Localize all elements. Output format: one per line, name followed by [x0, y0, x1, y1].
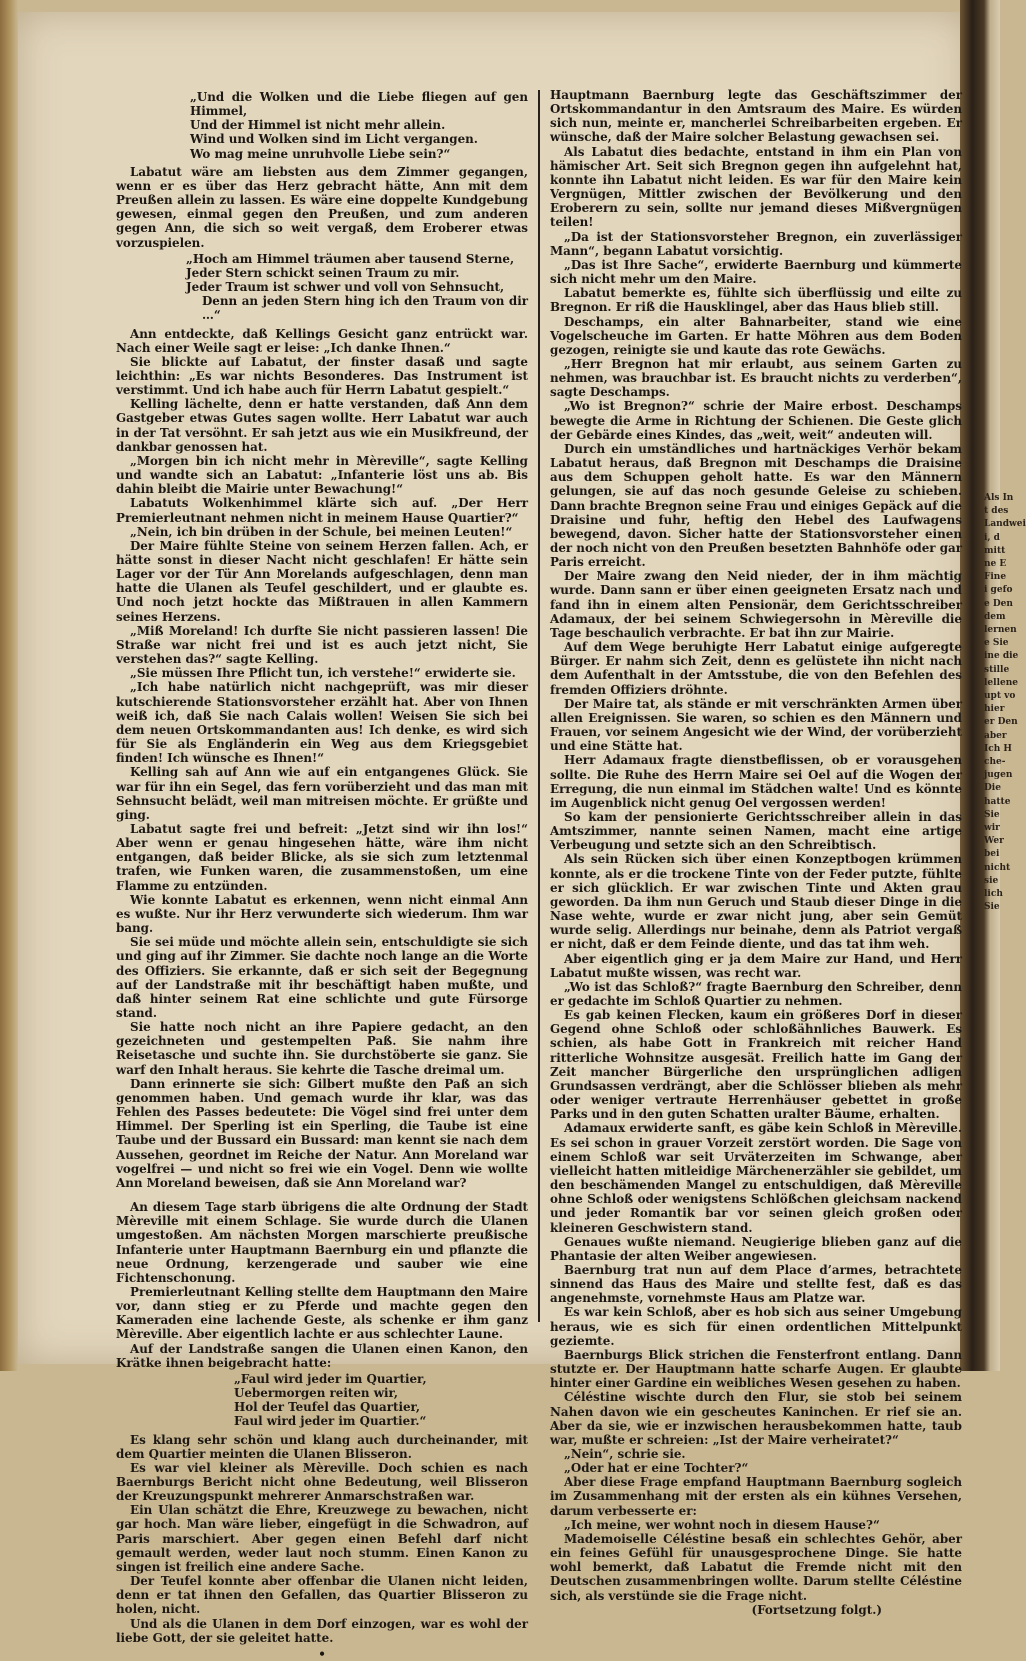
paragraph: Als Labatut dies bedachte, entstand in ihm ein Plan von hämischer Art. Seit sich Bregnon gegen ihn aufgelehnt hat, konnte ihn Labatut nicht leiden. Es war für den Maire kein Vergnügen, Mittler zwischen der Bevölkerung und den Eroberern zu sein, sollte nur jemand dieses Mißvergnügen teilen! [550, 144, 962, 230]
verse-line: Uebermorgen reiten wir, [234, 1386, 399, 1401]
spine-fragment: stille [984, 664, 1010, 675]
paragraph: „Miß Moreland! Ich durfte Sie nicht passieren lassen! Die Straße war nicht frei und ist es auch jetzt nicht, Sie verstehen das?“ sagte Kelling. [116, 623, 528, 667]
paragraph: So kam der pensionierte Gerichtsschreiber allein in das Amtszimmer, nannte seinen Namen, macht eine artige Verbeugung und setzte sich an den Schreibtisch. [550, 809, 962, 853]
paragraph: Es war kein Schloß, aber es hob sich aus seiner Umgebung heraus, wie es sich für einen ordentlichen Mittelpunkt geziemte. [550, 1305, 962, 1348]
paragraph: Es war viel kleiner als Mèreville. Doch schien es nach Baernburgs Bericht nicht ohne Bedeutung, weil Blisseron der Kreuzungspunkt mehrerer Anmarschstraßen war. [116, 1460, 528, 1504]
paragraph: Aber eigentlich ging er ja dem Maire zur Hand, und Herr Labatut mußte wissen, was recht war. [550, 951, 962, 980]
spine-fragment: ne E [984, 559, 1007, 570]
paragraph: Labatut sagte frei und befreit: „Jetzt sind wir ihn los!“ Aber wenn er genau hingesehen hätte, wäre ihm nicht entgangen, daß beider Blicke, als sie sich zum letztenmal trafen, wie Funken waren, die zusammenstoßen, um eine Flamme zu entzünden. [116, 821, 528, 893]
paragraph: Durch ein umständliches und hartnäckiges Verhör bekam Labatut heraus, daß Bregnon mit Deschamps die Draisine aus dem Schuppen geholt hatte. Es war den Männern gelungen, sie auf das noch gesunde Geleise zu schieben. Dann brachte Bregnon seine Frau und einiges Gepäck auf die Draisine und fuhr, heftig den Hebel des Laufwagens bewegend, davon. Sicher hatte der Stationsvorsteher einen der noch nicht von den Preußen besetzten Bahnhöfe oder gar Paris erreicht. [550, 441, 962, 570]
spine-fragment: Sie [984, 902, 1000, 913]
verse-line: Faul wird jeder im Quartier.“ [234, 1414, 427, 1429]
paragraph: Mademoiselle Céléstine besaß ein schlechtes Gehör, aber ein feines Gefühl für unausgesprochene Dinge. Sie hatte wohl bemerkt, daß Labatut die Fremde nicht mit den Deutschen zusammenbringen wollte. Darum stellte Céléstine sich, als verstünde sie die Frage nicht. [550, 1531, 962, 1603]
paragraph: Sie sei müde und möchte allein sein, entschuldigte sie sich und ging auf ihr Zimmer. Sie dachte noch lange an die Worte des Offiziers. Sie erkannte, daß er sich seit der Begegnung auf der Landstraße mit ihr beschäftigt haben mußte, und daß hinter seinem Rat eine schlichte und gute Fürsorge stand. [116, 935, 528, 1020]
paragraph: „Herr Bregnon hat mir erlaubt, aus seinem Garten zu nehmen, was brauchbar ist. Es braucht nichts zu verderben“, sagte Deschamps. [550, 356, 962, 400]
paragraph: Aber diese Frage empfand Hauptmann Baernburg sogleich im Zusammenhang mit der ersten als ein kühnes Versehen, darum verbesserte er: [550, 1475, 962, 1518]
paragraph: „Wo ist Bregnon?“ schrie der Maire erbost. Deschamps bewegte die Arme in Richtung der Schienen. Die Geste glich der Gebärde eines Kindes, das „weit, weit“ andeuten will. [550, 399, 962, 442]
paragraph: Deschamps, ein alter Bahnarbeiter, stand wie eine Vogelscheuche im Garten. Er hatte Möhren aus dem Boden gezogen, reinigte sie und kaute das rote Gewächs. [550, 314, 962, 357]
spine-fragment: dem [984, 611, 1006, 622]
spine-fragment: Die [984, 783, 1001, 794]
column-rule [538, 90, 540, 1322]
spine-fragment: Als In [984, 493, 1014, 503]
spine-fragment: Fine [984, 572, 1007, 583]
verse-line: „Faul wird jeder im Quartier, [234, 1371, 427, 1386]
paragraph: „Ich meine, wer wohnt noch in diesem Hause?“ [564, 1517, 880, 1532]
adjacent-page-fragments [984, 492, 1026, 915]
paragraph: Ann entdeckte, daß Kellings Gesicht ganz entrückt war. Nach einer Weile sagt er leise: „Ich danke Ihnen.“ [116, 326, 528, 355]
paragraph: „Nein“, schrie sie. [564, 1447, 686, 1461]
paragraph: Kelling sah auf Ann wie auf ein entgangenes Glück. Sie war für ihn ein Segel, das fern vorüberzieht und das man mit Sehnsucht belädt, weil man mitreisen möchte. Er grüßte und ging. [116, 765, 528, 822]
paragraph: Auf der Landstraße sangen die Ulanen einen Kanon, den Krätke ihnen beigebracht hatte: [116, 1341, 528, 1370]
paragraph: Ein Ulan schätzt die Ehre, Kreuzwege zu bewachen, nicht gar hoch. Man wäre lieber, eingefügt in die Schwadron, auf Paris marschiert. Aber gegen einen Befehl darf nicht gemault werden, weder laut noch stumm. Einen Kanon zu singen ist freilich eine andere Sache. [116, 1503, 528, 1574]
paragraph: „Da ist der Stationsvorsteher Bregnon, ein zuverlässiger Mann“, begann Labatut vorsichtig. [550, 229, 962, 258]
left-column [116, 88, 528, 1661]
paragraph: Céléstine wischte durch den Flur, sie stob bei seinem Nahen davon wie ein gescheutes Kaninchen. Er rief sie an. Aber da sie, wie er inzwischen herausbekommen hatte, taub war, mußte er schreien: „Ist der Maire verheiratet?“ [550, 1390, 962, 1447]
spine-fragment: i, d [984, 532, 1000, 543]
paragraph: „Ich habe natürlich nicht nachgeprüft, was mir dieser kutschierende Stationsvorsteher erzählt hat. Aber von Ihnen weiß ich, daß Sie nach Calais wollen! Weisen Sie sich bei dem neuen Ortskommandanten aus! Ich denke, es wird sich für Sie als Engländerin ein Weg aus dem Kriegsgebiet finden! Ich wünsche es Ihnen!“ [116, 680, 528, 766]
paragraph: Als sein Rücken sich über einen Konzeptbogen krümmen konnte, als er die trockene Tinte von der Feder putzte, fühlte er sich glücklich. Er war zwischen Tinte und Akten grau geworden. Da ihm nun Geruch und Staub dieser Dinge in die Nase wehte, wurde er zwar nicht jung, aber sein Gemüt wurde selig. Allerdings nur beinahe, denn als Patriot vergaß er nicht, daß er dem Feinde diente, und das tat ihm weh. [550, 852, 962, 952]
paragraph: Premierleutnant Kelling stellte dem Hauptmann den Maire vor, dann stieg er zu Pferde und machte gegen den Kameraden eine lachende Geste, als schenke er ihm ganz Mèreville. Aber eigentlich lachte er aus schlechter Laune. [116, 1284, 528, 1342]
paragraph: Herr Adamaux fragte dienstbeflissen, ob er vorausgehen sollte. Die Ruhe des Herrn Maire sei Oel auf die Wogen der Erregung, die nun einmal im Städchen walte! Und es könnte im Augenblick nicht genug Oel vergossen werden! [550, 753, 962, 810]
paragraph: Der Teufel konnte aber offenbar die Ulanen nicht leiden, denn er tat ihnen den Gefallen, das Quartier Blisseron zu holen, nicht. [116, 1574, 528, 1617]
paragraph: Der Maire tat, als stände er mit verschränkten Armen über allen Ereignissen. Sie waren, so schien es den Männern und Frauen, vor seinem Angesicht wie der Wind, der vorüberzieht und eine Stätte hat. [550, 696, 962, 754]
verse-line: Und der Himmel ist nicht mehr allein. [190, 118, 446, 133]
spine-fragment: er Den [984, 717, 1018, 728]
verse-line: Jeder Traum ist schwer und voll von Sehnsucht, [186, 280, 505, 295]
paragraph: Hauptmann Baernburg legte das Geschäftszimmer der Ortskommandantur in den Amtsraum des Maire. Es würden sich nun, meinte er, mancherlei Schreibarbeiten ergeben. Er wünsche, daß der Maire solcher Belastung gewachsen sei. [550, 88, 962, 145]
paragraph: Der Maire fühlte Steine von seinem Herzen fallen. Ach, er hätte sonst in dieser Nacht nicht geschlafen! Er hätte sein Lager vor der Tür Ann Morelands aufgeschlagen, denn man hatte die Ulanen als Teufel geschildert, und er glaubte es. Und noch jetzt hockte das Mißtrauen in allen Kammern seines Herzens. [116, 538, 528, 624]
paragraph: Sie hatte noch nicht an ihre Papiere gedacht, an den gezeichneten und gestempelten Paß. Sie nahm ihre Reisetasche und suchte ihn. Sie durchstöberte sie ganz. Sie warf den Inhalt heraus. Sie kehrte die Tasche dreimal um. [116, 1020, 528, 1077]
paragraph: „Sie müssen Ihre Pflicht tun, ich verstehe!“ erwiderte sie. [130, 666, 516, 681]
paragraph: „Morgen bin ich nicht mehr in Mèreville“, sagte Kelling und wandte sich an Labatut: „Infanterie löst uns ab. Bis dahin bleibt die Mairie unter Bewachung!“ [116, 453, 528, 497]
spine-fragment: i gefo [984, 585, 1013, 596]
poem-stanza-3 [116, 1372, 528, 1429]
paragraph: Kelling lächelte, denn er hatte verstanden, daß Ann dem Gastgeber etwas Gutes sagen wollte. Herr Labatut war auch in der Tat versöhnt. Er sah jetzt aus wie ein Musikfreund, der dankbar genossen hat. [116, 397, 528, 454]
verse-line: Wind und Wolken sind im Licht vergangen. [190, 132, 478, 147]
paragraph: An diesem Tage starb übrigens die alte Ordnung der Stadt Mèreville mit einem Schlage. Sie wurde durch die Ulanen umgestoßen. Am nächsten Morgen marschierte preußische Infanterie unter Hauptmann Baernburg ein und pflanzte die neue Ordnung, kerzengerade und sauber wie eine Fichtenschonung. [116, 1200, 528, 1285]
poem-stanza-2 [116, 252, 528, 323]
spine-fragment: nicht [984, 862, 1011, 873]
spine-fragment: che- [984, 757, 1006, 768]
paragraph: Auf dem Wege beruhigte Herr Labatut einige aufgeregte Bürger. Er nahm sich Zeit, denn es gelüstete ihn nicht nach dem Aufenthalt in der Amtsstube, die von den Befehlen des fremden Offiziers dröhnte. [550, 640, 962, 697]
spine-fragment: ine die [984, 651, 1019, 662]
paragraph: Baernburg trat nun auf dem Place d’armes, betrachtete sinnend das Haus des Maire und stellte fest, daß es das angenehmste, vornehmste Haus am Platze war. [550, 1262, 962, 1306]
spine-fragment: lich [984, 889, 1003, 900]
spine-fragment: lernen [984, 625, 1017, 636]
paragraph: Dann erinnerte sie sich: Gilbert mußte den Paß an sich genommen haben. Und gemach wurde ihr klar, was das Fehlen des Passes bedeutete: Die Vögel sind frei unter dem Himmel. Der Sperling ist ein Sperling, die Taube ist eine Taube und der Bussard ein Bussard: man kennt sie nach dem Aussehen, geordnet im Reiche der Natur. Ann Moreland war vogelfrei — und nicht so frei wie ein Vogel. Denn wie wollte Ann Moreland beweisen, daß sie Ann Moreland war? [116, 1076, 528, 1190]
poem-stanza-1 [116, 90, 528, 161]
paragraph: „Das ist Ihre Sache“, erwiderte Baernburg und kümmerte sich nicht mehr um den Maire. [550, 257, 962, 287]
spine-fragment: e Den [984, 598, 1013, 609]
spine-fragment: aber [984, 730, 1007, 741]
verse-line: Jeder Stern schickt seinen Traum zu mir. [186, 265, 460, 280]
paragraph: Sie blickte auf Labatut, der finster dasaß und sagte leichthin: „Es war nichts Besonderes. Das Instrument ist verstimmt. Und ich habe auch für Herrn Labatut gespielt.“ [116, 354, 528, 398]
spine-fragment: jugen [984, 770, 1013, 781]
verse-line: Hol der Teufel das Quartier, [234, 1400, 421, 1415]
spine-fragment: bei [984, 849, 1000, 860]
paragraph: Es klang sehr schön und klang auch durcheinander, mit dem Quartier meinten die Ulanen Blisseron. [116, 1432, 528, 1461]
spine-fragment: hatte [984, 796, 1011, 807]
paragraph: „Wo ist das Schloß?“ fragte Baernburg den Schreiber, denn er gedachte im Schloß Quartier zu nehmen. [550, 979, 962, 1008]
verse-line: Denn an jeden Stern hing ich den Traum von dir …“ [202, 294, 528, 323]
verse-line: „Und die Wolken und die Liebe fliegen auf gen Himmel, [190, 90, 528, 119]
section-gap [116, 1190, 528, 1200]
verse-line: „Hoch am Himmel träumen aber tausend Sterne, [186, 251, 515, 266]
continuation-note: (Fortsetzung folgt.) [751, 1602, 882, 1617]
left-page-edge [0, 0, 18, 1371]
spine-fragment: t des [984, 506, 1009, 517]
paragraph: „Oder hat er eine Tochter?“ [564, 1461, 749, 1476]
spine-fragment: Sie [984, 809, 1000, 820]
spine-fragment: hier [984, 704, 1005, 715]
paragraph: Labatut bemerkte es, fühlte sich überflüssig und eilte zu Bregnon. Er riß die Hausklingel, aber das Haus blieb still. [550, 286, 962, 315]
paragraph: „Nein, ich bin drüben in der Schule, bei meinen Leuten!“ [130, 524, 513, 539]
spine-fragment: sie [984, 875, 999, 886]
spine-fragment: Wer [984, 836, 1004, 847]
paragraph: Labatuts Wolkenhimmel klärte sich auf. „Der Herr Premierleutnant nehmen nicht in meinem Hause Quartier?“ [116, 496, 528, 525]
paragraph: Wie konnte Labatut es erkennen, wenn nicht einmal Ann es wußte. Nur ihr Herz verwunderte sich wiederum. Ihm war bang. [116, 892, 528, 936]
spine-fragment: Landwei [984, 519, 1026, 530]
verse-line: Wo mag meine unruhvolle Liebe sein?“ [190, 146, 451, 161]
spine-fragment: wir [984, 823, 1000, 834]
paragraph: Es gab keinen Flecken, kaum ein größeres Dorf in dieser Gegend ohne Schloß oder schloßähnliches Bauwerk. Es schien, als habe Gott in Frankreich mit reicher Hand ritterliche Wohnsitze ausgesät. Freilich hatte im Gang der Zeit mancher Bürgerliche den ursprünglichen adligen Grundsassen verdrängt, aber die Schlösser blieben als mehr oder weniger vertraute Herrenhäuser gebettet in große Parks und in den guten Schatten uralter Bäume, erhalten. [550, 1008, 962, 1122]
paragraph: Labatut wäre am liebsten aus dem Zimmer gegangen, wenn er es über das Herz gebracht hätte, Ann mit dem Preußen allein zu lassen. Es wäre eine doppelte Kundgebung gewesen, einmal gegen den Preußen, und zum anderen gegen Ann, die sich so weit vergaß, dem Eroberer etwas vorzuspielen. [116, 164, 528, 250]
spine-fragment: e Sie [984, 638, 1009, 649]
spine-fragment: upt vo [984, 691, 1016, 702]
spine-fragment: Ich H [984, 743, 1012, 754]
paragraph: Genaues wußte niemand. Neugierige blieben ganz auf die Phantasie der alten Weiber angewiesen. [550, 1234, 962, 1263]
right-column [550, 88, 962, 1617]
spine-fragment: lellene [984, 677, 1018, 688]
section-separator: • [318, 1646, 326, 1661]
paragraph: Adamaux erwiderte sanft, es gäbe kein Schloß in Mèreville. Es sei schon in grauer Vorzeit zerstört worden. Die Sage von einem Schloß war seit Urväterzeiten im Schwange, aber vielleicht hatten mitleidige Märchenerzähler sie gebildet, um den beschämenden Mangel zu entschuldigen, daß Mèreville ohne Schloß oder wenigstens Schlößchen gleichsam nackend und jeder Romantik bar vor seinen gleich großen oder kleineren Geschwistern stand. [550, 1121, 962, 1235]
paragraph: Baernburgs Blick strichen die Fensterfront entlang. Dann stutzte er. Der Hauptmann hatte scharfe Augen. Er glaubte hinter einer Gardine ein weibliches Wesen gesehen zu haben. [550, 1347, 962, 1391]
paragraph: Der Maire zwang den Neid nieder, der in ihm mächtig wurde. Dann sann er über einen geeigneten Ersatz nach und fand ihn in einem alten Pensionär, dem Gerichtsschreiber Adamaux, der bei seinem Schwiegersohn in Mèreville die Tage beschaulich verbrachte. Er bat ihn zur Mairie. [550, 569, 962, 640]
spine-fragment: mitt [984, 545, 1006, 556]
paragraph: Und als die Ulanen in dem Dorf einzogen, war es wohl der liebe Gott, der sie geleitet hatte. [116, 1616, 528, 1645]
